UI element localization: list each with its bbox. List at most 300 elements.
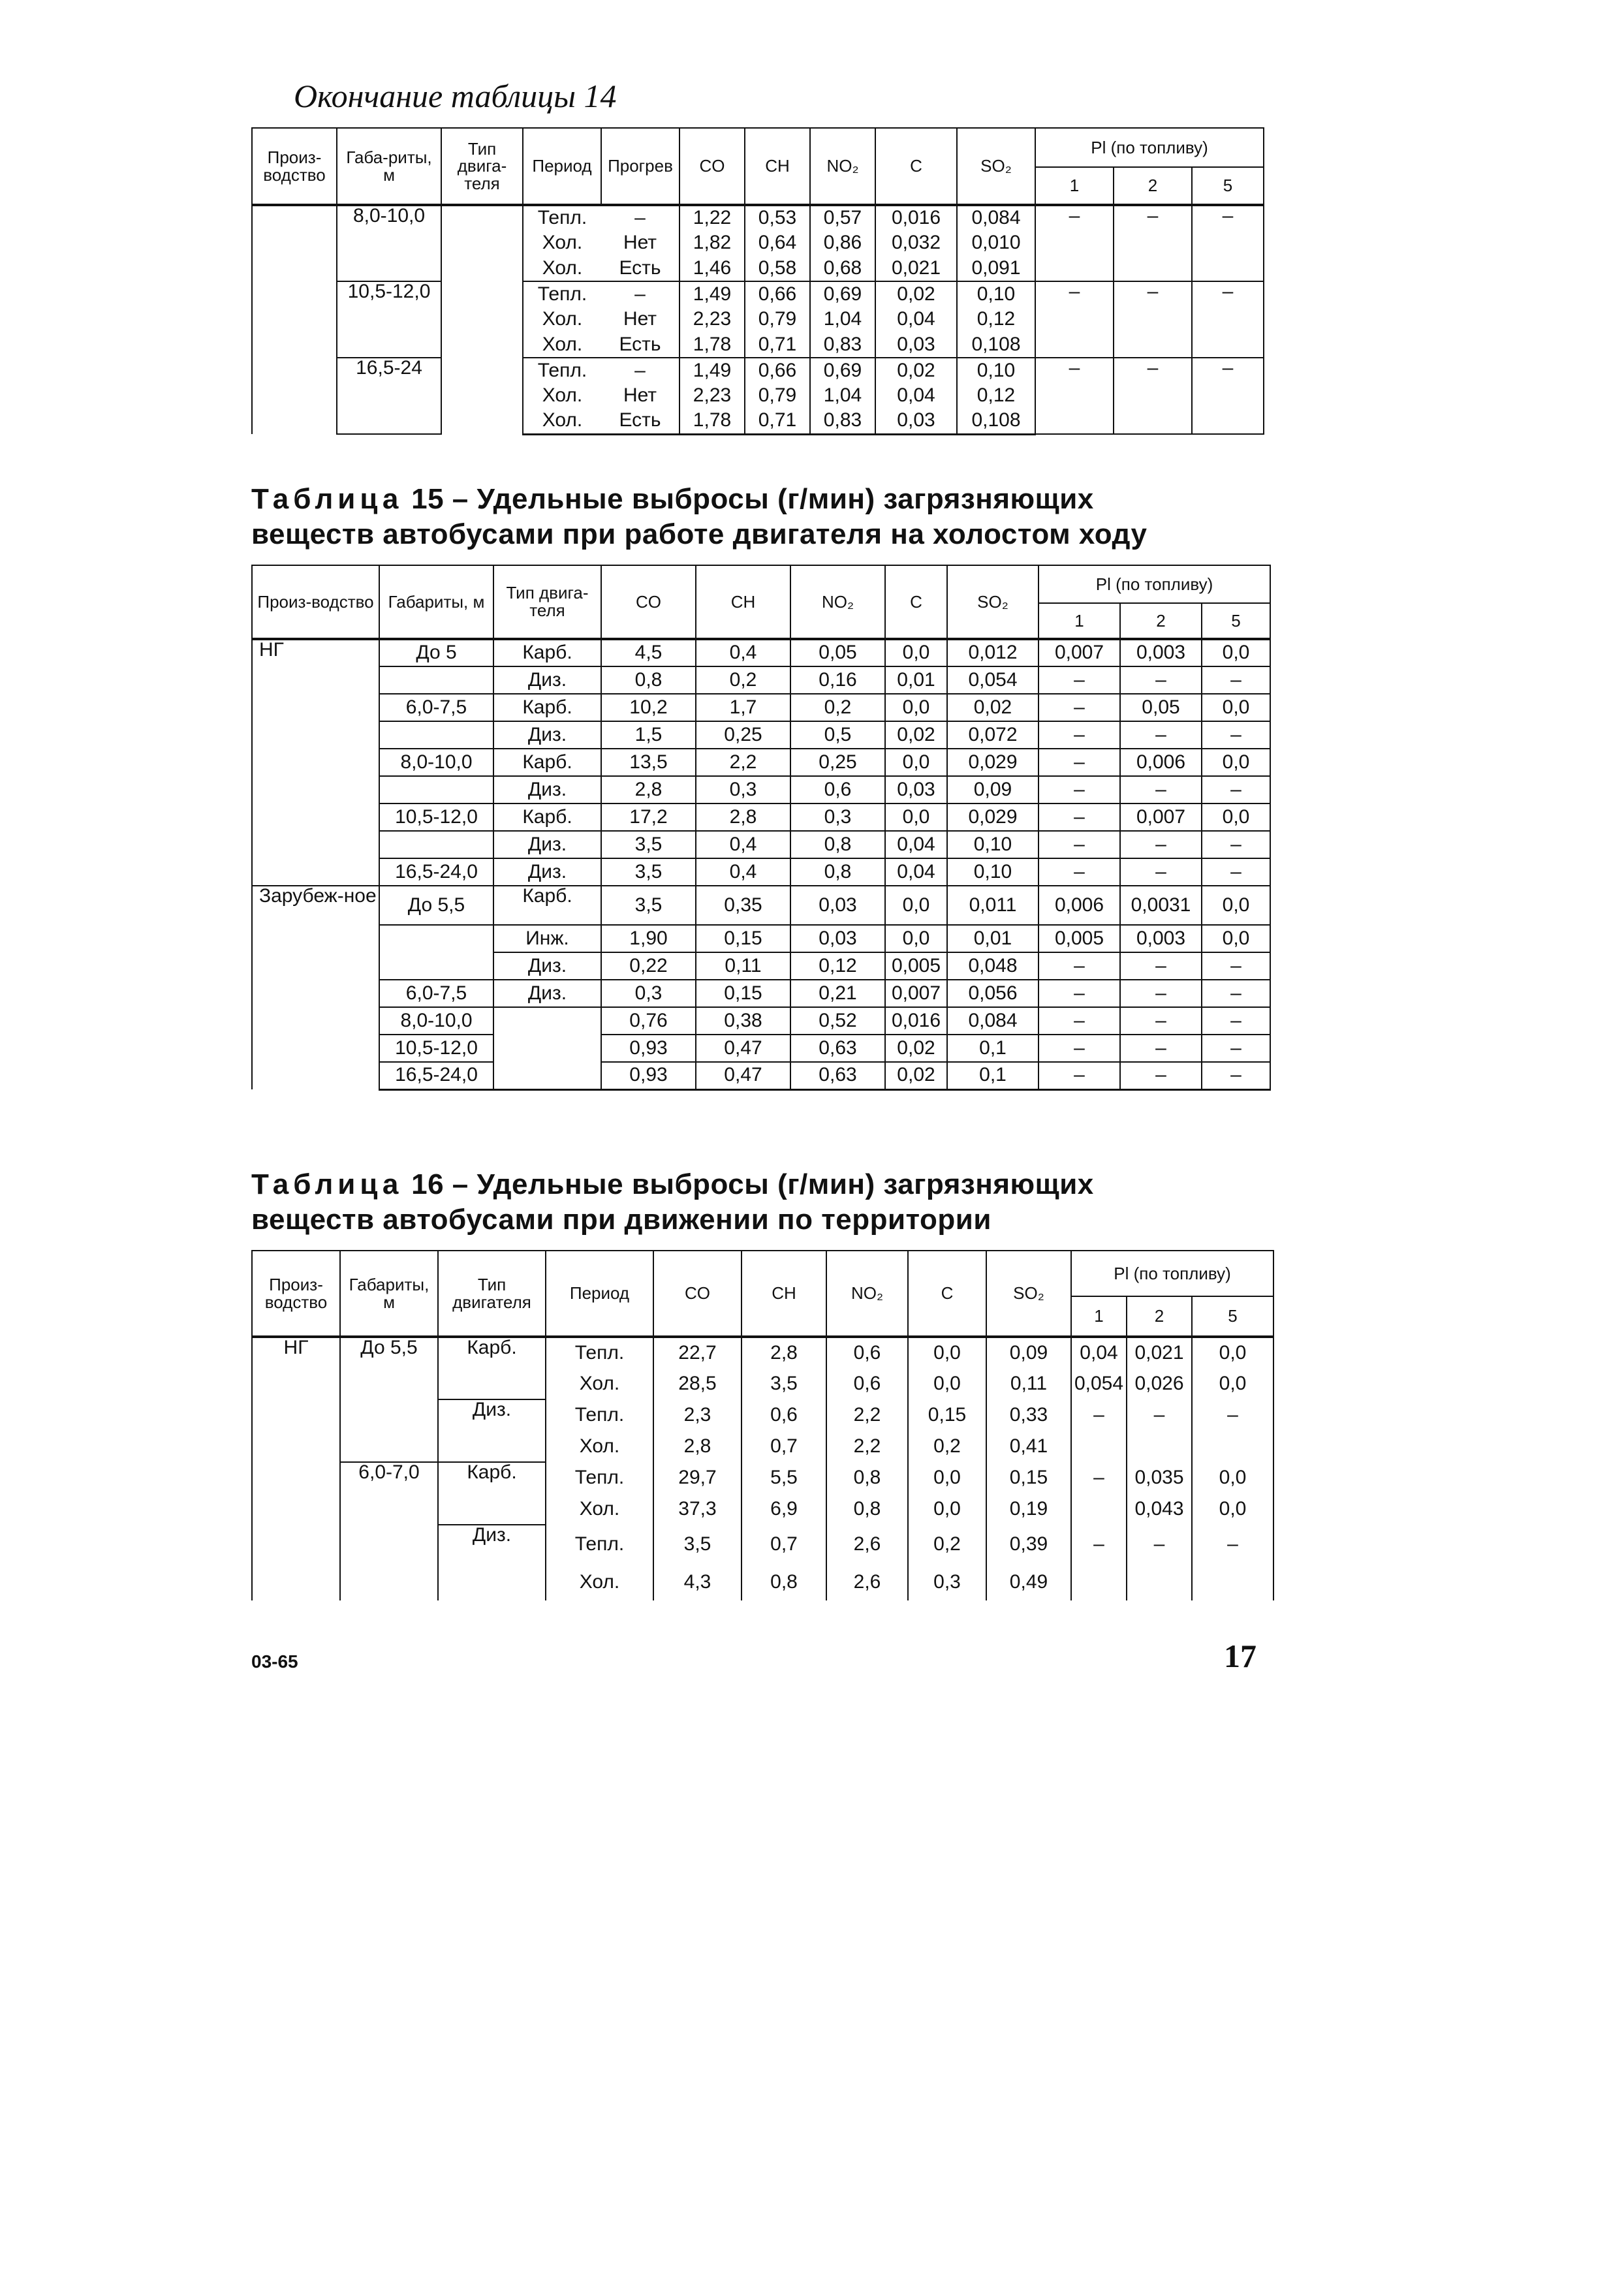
table16-body <box>252 1337 1273 1600</box>
t15-so2-cell: 0,012 <box>947 639 1038 666</box>
t15-header-producer: Произ-водство <box>252 565 379 639</box>
t15-so2-cell: 0,054 <box>947 666 1038 694</box>
t15-header-size: Габариты, м <box>379 565 493 639</box>
t14-warmup-cell: Есть <box>619 257 661 279</box>
t14-so2-cell: 0,084 <box>957 205 1035 230</box>
t16-pi5-cell: 0,0 <box>1192 1368 1273 1399</box>
t15-so2-cell: 0,048 <box>947 952 1038 980</box>
t15-header-pi1: 1 <box>1038 603 1120 639</box>
t16-period-cell: Хол. <box>546 1431 653 1462</box>
t16-so2-cell: 0,41 <box>986 1431 1071 1462</box>
t15-no2-cell: 0,8 <box>790 831 885 858</box>
t15-pi1-cell: – <box>1038 666 1120 694</box>
table15-wrapper <box>251 565 1271 1091</box>
t14-co-cell: 1,22 <box>679 205 745 230</box>
t15-c-cell: 0,0 <box>885 886 947 925</box>
t15-pi1-cell: – <box>1038 721 1120 749</box>
t14-warmup-cell: Нет <box>623 384 657 407</box>
t15-pi5-cell: 0,0 <box>1202 925 1270 952</box>
table-row <box>252 1007 1270 1035</box>
t16-period-cell: Хол. <box>546 1493 653 1525</box>
t15-engine-cell: Диз. <box>493 831 601 858</box>
table15-title-rest: 15 – Удельные выбросы (г/мин) загрязняющих <box>403 483 1094 515</box>
t15-pi1-cell: – <box>1038 1007 1120 1035</box>
t15-no2-cell: 0,63 <box>790 1035 885 1062</box>
t15-no2-cell: 0,3 <box>790 803 885 831</box>
t16-no2-cell: 2,6 <box>826 1525 908 1564</box>
t15-size-cell: До 5,5 <box>379 886 493 925</box>
t15-ch-cell: 0,11 <box>696 952 790 980</box>
t15-c-cell: 0,04 <box>885 858 947 886</box>
t15-co-cell: 3,5 <box>601 858 696 886</box>
t15-pi1-cell: – <box>1038 1035 1120 1062</box>
t15-pi5-cell: 0,0 <box>1202 803 1270 831</box>
t16-engine-cell: Карб. <box>438 1337 546 1399</box>
t15-pi2-cell: – <box>1120 1007 1202 1035</box>
t16-producer-cell: НГ <box>252 1337 340 1600</box>
t15-size-cell <box>379 925 493 952</box>
t15-c-cell: 0,0 <box>885 749 947 776</box>
t16-no2-cell: 2,2 <box>826 1399 908 1431</box>
t14-c-cell: 0,03 <box>875 409 957 434</box>
t14-co-cell: 1,49 <box>679 358 745 383</box>
t16-c-cell: 0,3 <box>908 1564 986 1600</box>
t15-so2-cell: 0,10 <box>947 831 1038 858</box>
table-row <box>252 749 1270 776</box>
t15-pi2-cell: 0,003 <box>1120 925 1202 952</box>
t15-size-cell: До 5 <box>379 639 493 666</box>
t16-period-cell: Хол. <box>546 1564 653 1600</box>
t16-so2-cell: 0,11 <box>986 1368 1071 1399</box>
t16-period-cell: Тепл. <box>546 1399 653 1431</box>
t14-period-cell: Хол. <box>523 256 601 281</box>
t14-co-cell: 1,78 <box>679 332 745 358</box>
t16-no2-cell: 2,2 <box>826 1431 908 1462</box>
t16-header-size: Габариты, м <box>340 1251 438 1337</box>
t15-ch-cell: 1,7 <box>696 694 790 721</box>
t15-co-cell: 1,5 <box>601 721 696 749</box>
t15-ch-cell: 0,47 <box>696 1062 790 1089</box>
t15-no2-cell: 0,25 <box>790 749 885 776</box>
t16-co-cell: 2,8 <box>653 1431 742 1462</box>
t14-period-cell: Хол. <box>523 332 601 358</box>
t14-warmup-cell: Есть <box>619 333 661 355</box>
t16-co-cell: 29,7 <box>653 1462 742 1493</box>
table16-wrapper <box>251 1250 1274 1600</box>
t14-pi5-cell: – <box>1192 205 1264 281</box>
table-row <box>252 803 1270 831</box>
t15-no2-cell: 0,16 <box>790 666 885 694</box>
t16-no2-cell: 2,6 <box>826 1564 908 1600</box>
t15-pi5-cell: – <box>1202 776 1270 803</box>
t15-engine-cell: Карб. <box>493 803 601 831</box>
t15-pi2-cell: 0,007 <box>1120 803 1202 831</box>
table14-wrapper <box>251 127 1264 435</box>
t16-c-cell: 0,0 <box>908 1337 986 1368</box>
t14-warmup-cell: – <box>601 281 679 307</box>
t15-so2-cell: 0,084 <box>947 1007 1038 1035</box>
t16-pi1-cell: – <box>1071 1399 1127 1431</box>
t16-no2-cell: 0,8 <box>826 1462 908 1493</box>
t14-period-cell: Тепл. <box>523 281 601 307</box>
t14-pi1-cell: – <box>1035 358 1114 434</box>
t15-header-pi2: 2 <box>1120 603 1202 639</box>
t14-no2-cell: 0,83 <box>810 332 875 358</box>
table-row <box>252 358 1264 383</box>
t15-producer-cell: Зарубеж-ное <box>252 886 379 1089</box>
table14-caption: Окончание таблицы 14 <box>294 78 617 114</box>
t16-pi5-cell: 0,0 <box>1192 1337 1273 1368</box>
t15-ch-cell: 0,4 <box>696 639 790 666</box>
t15-co-cell: 0,3 <box>601 980 696 1007</box>
t15-so2-cell: 0,1 <box>947 1062 1038 1089</box>
t14-co-cell: 2,23 <box>679 307 745 332</box>
t15-engine-cell: Инж. <box>493 925 601 952</box>
table-row <box>252 776 1270 803</box>
t15-size-cell: 16,5-24,0 <box>379 858 493 886</box>
t15-header-c: C <box>885 565 947 639</box>
t15-c-cell: 0,0 <box>885 925 947 952</box>
t15-c-cell: 0,02 <box>885 721 947 749</box>
t14-ch-cell: 0,64 <box>745 230 810 256</box>
t15-size-cell: 8,0-10,0 <box>379 749 493 776</box>
t15-c-cell: 0,0 <box>885 694 947 721</box>
t16-pi5-cell: – <box>1192 1525 1273 1564</box>
table15-title-line2: веществ автобусами при работе двигателя на холостом ходу <box>251 518 1148 550</box>
t16-header-producer: Произ-водство <box>252 1251 340 1337</box>
t14-size-cell: 8,0-10,0 <box>337 205 441 281</box>
t15-pi1-cell: – <box>1038 1062 1120 1089</box>
t14-header-no2: NO₂ <box>810 128 875 205</box>
t14-header-pi: Pl (по топливу) <box>1035 128 1264 167</box>
t14-header-ch: CH <box>745 128 810 205</box>
t16-ch-cell: 0,7 <box>742 1525 826 1564</box>
t15-c-cell: 0,02 <box>885 1062 947 1089</box>
t15-pi1-cell: – <box>1038 952 1120 980</box>
t14-header-period: Период <box>523 128 601 205</box>
t15-no2-cell: 0,6 <box>790 776 885 803</box>
t14-header-warmup: Прогрев <box>601 128 679 205</box>
table15-title-word: Таблица <box>251 483 403 515</box>
t14-pi5-cell: – <box>1192 281 1264 358</box>
t16-ch-cell: 3,5 <box>742 1368 826 1399</box>
t14-co-cell: 1,82 <box>679 230 745 256</box>
t14-header-engine: Тип двига-теля <box>441 128 523 205</box>
t14-warmup-cell: Нет <box>623 308 657 330</box>
t14-so2-cell: 0,10 <box>957 358 1035 383</box>
t16-pi1-cell <box>1071 1564 1127 1600</box>
table-row <box>252 694 1270 721</box>
t15-header-so2: SO₂ <box>947 565 1038 639</box>
table-row <box>252 952 1270 980</box>
t14-no2-cell: 0,86 <box>810 230 875 256</box>
t15-no2-cell: 0,03 <box>790 925 885 952</box>
t16-co-cell: 37,3 <box>653 1493 742 1525</box>
t15-c-cell: 0,03 <box>885 776 947 803</box>
t15-so2-cell: 0,011 <box>947 886 1038 925</box>
table-row <box>252 281 1264 307</box>
t15-engine-cell: Карб. <box>493 886 601 925</box>
t15-pi5-cell: 0,0 <box>1202 749 1270 776</box>
t15-pi1-cell: – <box>1038 776 1120 803</box>
t16-pi1-cell: 0,04 <box>1071 1337 1127 1368</box>
t15-pi1-cell: 0,007 <box>1038 639 1120 666</box>
t15-no2-cell: 0,03 <box>790 886 885 925</box>
t16-pi1-cell: 0,054 <box>1071 1368 1127 1399</box>
t15-c-cell: 0,01 <box>885 666 947 694</box>
t14-so2-cell: 0,12 <box>957 307 1035 332</box>
t15-pi5-cell: – <box>1202 858 1270 886</box>
t14-ch-cell: 0,71 <box>745 409 810 434</box>
t16-header-pi2: 2 <box>1127 1296 1192 1337</box>
t15-header-engine: Тип двига-теля <box>493 565 601 639</box>
t14-c-cell: 0,016 <box>875 205 957 230</box>
t15-size-cell: 6,0-7,5 <box>379 980 493 1007</box>
t15-ch-cell: 0,25 <box>696 721 790 749</box>
table-row <box>252 886 1270 925</box>
t16-header-engine: Тип двигателя <box>438 1251 546 1337</box>
t14-period-cell: Хол. <box>523 383 601 409</box>
t15-co-cell: 0,22 <box>601 952 696 980</box>
footer-code: 03-65 <box>251 1651 298 1672</box>
t15-pi5-cell: – <box>1202 1035 1270 1062</box>
t15-pi5-cell: – <box>1202 952 1270 980</box>
t14-warmup-cell: Есть <box>601 409 679 434</box>
t14-ch-cell: 0,66 <box>745 358 810 383</box>
t15-pi5-cell: – <box>1202 980 1270 1007</box>
t15-pi5-cell: – <box>1202 1007 1270 1035</box>
t16-header-so2: SO₂ <box>986 1251 1071 1337</box>
t15-no2-cell: 0,05 <box>790 639 885 666</box>
table-row <box>252 1035 1270 1062</box>
t15-no2-cell: 0,21 <box>790 980 885 1007</box>
t15-co-cell: 0,8 <box>601 666 696 694</box>
t15-ch-cell: 0,38 <box>696 1007 790 1035</box>
t14-co-cell: 1,78 <box>679 409 745 434</box>
t14-period-cell: Хол. <box>523 307 601 332</box>
t16-pi5-cell: – <box>1192 1399 1273 1431</box>
t15-header-co: CO <box>601 565 696 639</box>
t15-pi2-cell: – <box>1120 776 1202 803</box>
t14-no2-cell: 0,57 <box>810 205 875 230</box>
t14-co-cell: 1,46 <box>679 256 745 281</box>
t15-size-cell <box>379 776 493 803</box>
t16-no2-cell: 0,6 <box>826 1368 908 1399</box>
t15-engine-cell <box>493 1007 601 1035</box>
t15-size-cell <box>379 666 493 694</box>
t16-so2-cell: 0,39 <box>986 1525 1071 1564</box>
t15-co-cell: 10,2 <box>601 694 696 721</box>
t15-so2-cell: 0,01 <box>947 925 1038 952</box>
t16-c-cell: 0,0 <box>908 1462 986 1493</box>
t14-so2-cell: 0,108 <box>957 409 1035 434</box>
t15-pi2-cell: 0,0031 <box>1120 886 1202 925</box>
t15-pi5-cell: – <box>1202 831 1270 858</box>
t16-so2-cell: 0,33 <box>986 1399 1071 1431</box>
t15-pi1-cell: – <box>1038 749 1120 776</box>
t16-engine-cell: Карб. <box>438 1462 546 1525</box>
t14-c-cell: 0,04 <box>875 307 957 332</box>
t16-header-pi: Pl (по топливу) <box>1071 1251 1273 1296</box>
t16-period-cell: Тепл. <box>546 1337 653 1368</box>
t14-pi2-cell: – <box>1114 358 1192 434</box>
t16-header-period: Период <box>546 1251 653 1337</box>
t14-no2-cell: 0,68 <box>810 256 875 281</box>
t14-engine-cell <box>441 205 523 434</box>
t15-so2-cell: 0,029 <box>947 803 1038 831</box>
table14-body <box>252 205 1264 434</box>
t16-c-cell: 0,15 <box>908 1399 986 1431</box>
t16-so2-cell: 0,15 <box>986 1462 1071 1493</box>
t14-c-cell: 0,032 <box>875 230 957 256</box>
t15-co-cell: 3,5 <box>601 831 696 858</box>
t14-warmup-cell: – <box>601 205 679 230</box>
table-row <box>252 858 1270 886</box>
t16-header-no2: NO₂ <box>826 1251 908 1337</box>
t15-engine-cell: Диз. <box>493 980 601 1007</box>
t15-engine-cell: Диз. <box>493 952 601 980</box>
t16-pi5-cell: 0,0 <box>1192 1493 1273 1525</box>
t14-producer-cell <box>252 205 337 434</box>
t16-so2-cell: 0,49 <box>986 1564 1071 1600</box>
t15-size-cell: 16,5-24,0 <box>379 1062 493 1089</box>
t15-ch-cell: 0,35 <box>696 886 790 925</box>
t15-pi5-cell: – <box>1202 721 1270 749</box>
t15-engine-cell: Карб. <box>493 749 601 776</box>
t15-co-cell: 4,5 <box>601 639 696 666</box>
t16-pi1-cell <box>1071 1493 1127 1525</box>
t14-ch-cell: 0,53 <box>745 205 810 230</box>
t16-co-cell: 28,5 <box>653 1368 742 1399</box>
t15-ch-cell: 0,15 <box>696 980 790 1007</box>
t15-c-cell: 0,0 <box>885 803 947 831</box>
table16 <box>251 1250 1274 1600</box>
t15-ch-cell: 2,2 <box>696 749 790 776</box>
t15-co-cell: 0,76 <box>601 1007 696 1035</box>
t15-pi2-cell: – <box>1120 980 1202 1007</box>
table16-title <box>251 1167 1094 1238</box>
t15-pi2-cell: – <box>1120 1035 1202 1062</box>
t14-header-producer: Произ-водство <box>252 128 337 205</box>
t15-co-cell: 17,2 <box>601 803 696 831</box>
t15-pi2-cell: – <box>1120 721 1202 749</box>
table15-body <box>252 639 1270 1089</box>
t16-period-cell: Тепл. <box>546 1525 653 1564</box>
t16-header-pi1: 1 <box>1071 1296 1127 1337</box>
t14-header-pi1: 1 <box>1035 167 1114 205</box>
t15-no2-cell: 0,52 <box>790 1007 885 1035</box>
t15-size-cell <box>379 831 493 858</box>
table15 <box>251 565 1271 1091</box>
t15-pi1-cell: – <box>1038 858 1120 886</box>
t16-co-cell: 22,7 <box>653 1337 742 1368</box>
page-number: 17 <box>1224 1638 1257 1674</box>
t14-header-so2: SO₂ <box>957 128 1035 205</box>
t15-c-cell: 0,04 <box>885 831 947 858</box>
t15-header-pi5: 5 <box>1202 603 1270 639</box>
t16-so2-cell: 0,09 <box>986 1337 1071 1368</box>
t14-c-cell: 0,04 <box>875 383 957 409</box>
t16-header-c: C <box>908 1251 986 1337</box>
t15-ch-cell: 2,8 <box>696 803 790 831</box>
t14-co-cell: 2,23 <box>679 383 745 409</box>
t16-size-cell: 6,0-7,0 <box>340 1462 438 1600</box>
t16-ch-cell: 5,5 <box>742 1462 826 1493</box>
t16-ch-cell: 0,6 <box>742 1399 826 1431</box>
t14-c-cell: 0,02 <box>875 281 957 307</box>
t16-pi2-cell: 0,043 <box>1127 1493 1192 1525</box>
t14-size-cell: 10,5-12,0 <box>337 281 441 358</box>
t15-pi2-cell: – <box>1120 858 1202 886</box>
t14-header-pi5: 5 <box>1192 167 1264 205</box>
table16-title-word: Таблица <box>251 1168 403 1200</box>
t15-engine-cell: Карб. <box>493 694 601 721</box>
t16-ch-cell: 0,8 <box>742 1564 826 1600</box>
t15-size-cell: 6,0-7,5 <box>379 694 493 721</box>
t14-period-cell: Тепл. <box>523 358 601 383</box>
t15-engine-cell <box>493 1035 601 1062</box>
t16-period-cell: Тепл. <box>546 1462 653 1493</box>
table-row <box>252 205 1264 230</box>
t15-no2-cell: 0,8 <box>790 858 885 886</box>
t15-co-cell: 3,5 <box>601 886 696 925</box>
t15-c-cell: 0,005 <box>885 952 947 980</box>
t15-c-cell: 0,0 <box>885 639 947 666</box>
t16-pi5-cell: 0,0 <box>1192 1462 1273 1493</box>
t15-pi2-cell: – <box>1120 1062 1202 1089</box>
t14-ch-cell: 0,66 <box>745 281 810 307</box>
t15-size-cell <box>379 952 493 980</box>
t15-pi2-cell: – <box>1120 666 1202 694</box>
t15-co-cell: 0,93 <box>601 1062 696 1089</box>
t15-pi2-cell: – <box>1120 831 1202 858</box>
t16-engine-cell: Диз. <box>438 1399 546 1462</box>
t15-pi5-cell: 0,0 <box>1202 694 1270 721</box>
t16-engine-cell: Диз. <box>438 1525 546 1600</box>
t16-c-cell: 0,0 <box>908 1368 986 1399</box>
t16-header-co: CO <box>653 1251 742 1337</box>
t16-pi2-cell: – <box>1127 1525 1192 1564</box>
t15-so2-cell: 0,10 <box>947 858 1038 886</box>
t14-header-pi2: 2 <box>1114 167 1192 205</box>
t14-pi5-cell: – <box>1192 358 1264 434</box>
t15-engine-cell: Карб. <box>493 639 601 666</box>
t15-size-cell: 10,5-12,0 <box>379 1035 493 1062</box>
t14-ch-cell: 0,79 <box>745 383 810 409</box>
t15-no2-cell: 0,63 <box>790 1062 885 1089</box>
t15-pi2-cell: 0,006 <box>1120 749 1202 776</box>
t15-size-cell: 10,5-12,0 <box>379 803 493 831</box>
t16-ch-cell: 6,9 <box>742 1493 826 1525</box>
t15-engine-cell: Диз. <box>493 666 601 694</box>
t15-producer-cell: НГ <box>252 639 379 886</box>
t14-c-cell: 0,02 <box>875 358 957 383</box>
t16-period-cell: Хол. <box>546 1368 653 1399</box>
t14-size-cell: 16,5-24 <box>337 358 441 434</box>
t14-pi2-cell: – <box>1114 205 1192 281</box>
t16-size-cell: До 5,5 <box>340 1337 438 1462</box>
t15-c-cell: 0,02 <box>885 1035 947 1062</box>
t15-pi5-cell: 0,0 <box>1202 639 1270 666</box>
t15-no2-cell: 0,5 <box>790 721 885 749</box>
t15-ch-cell: 0,4 <box>696 858 790 886</box>
t14-no2-cell: 0,69 <box>810 281 875 307</box>
t15-header-pi: Pl (по топливу) <box>1038 565 1270 603</box>
t14-ch-cell: 0,58 <box>745 256 810 281</box>
table16-title-rest: 16 – Удельные выбросы (г/мин) загрязняющих <box>403 1168 1094 1200</box>
t16-ch-cell: 0,7 <box>742 1431 826 1462</box>
table-row <box>252 925 1270 952</box>
